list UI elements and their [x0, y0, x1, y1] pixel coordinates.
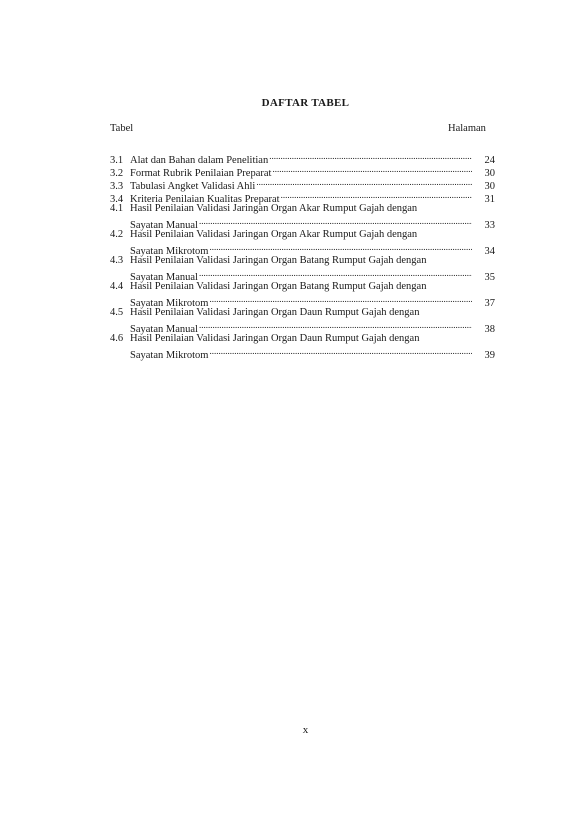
toc-entry-line — [110, 176, 495, 192]
dot-leader — [209, 345, 472, 358]
toc-entry-number: 3.3 — [110, 181, 124, 192]
toc-entry-line — [110, 293, 495, 309]
toc-entry-number: 3.2 — [110, 168, 124, 179]
toc-entry[interactable] — [110, 202, 495, 231]
toc-entry-title: Format Rubrik Penilaian Preparat — [130, 168, 272, 179]
toc-entry-line — [110, 280, 495, 293]
toc-entry[interactable] — [110, 254, 495, 283]
toc-entry-page: 35 — [484, 272, 495, 283]
toc-entry-line — [110, 241, 495, 257]
table-of-contents — [110, 150, 495, 361]
toc-entry-title: Sayatan Mikrotom — [130, 350, 209, 361]
toc-entry-line — [110, 163, 495, 179]
toc-entry-page: 39 — [484, 350, 495, 361]
toc-entry-number: 4.5 — [110, 307, 124, 318]
toc-entry-page: 33 — [484, 220, 495, 231]
toc-entry-line — [110, 189, 495, 205]
toc-entry-number: 4.6 — [110, 333, 124, 344]
toc-entry-line — [110, 254, 495, 267]
toc-entry-number: 4.1 — [110, 203, 124, 214]
toc-entry[interactable] — [110, 176, 495, 192]
toc-entry-page: 34 — [484, 246, 495, 257]
toc-entry-title: Kriteria Penilaian Kualitas Preparat — [130, 194, 280, 205]
toc-entry-title: Hasil Penilaian Validasi Jaringan Organ Batang Rumput Gajah dengan — [130, 281, 427, 292]
toc-entry-line — [110, 228, 495, 241]
column-header-table: Tabel — [110, 123, 134, 134]
toc-entry[interactable] — [110, 280, 495, 309]
toc-entry-title: Alat dan Bahan dalam Penelitian — [130, 155, 269, 166]
toc-entry[interactable] — [110, 189, 495, 205]
toc-entry-title: Sayatan Manual — [130, 324, 198, 335]
toc-entry-title: Hasil Penilaian Validasi Jaringan Organ Daun Rumput Gajah dengan — [130, 307, 420, 318]
toc-entry-title: Hasil Penilaian Validasi Jaringan Organ Akar Rumput Gajah dengan — [130, 229, 418, 240]
toc-entry-line — [110, 306, 495, 319]
toc-entry-line — [110, 332, 495, 345]
toc-entry-page: 31 — [484, 194, 495, 205]
toc-entry[interactable] — [110, 332, 495, 361]
dot-leader — [199, 215, 472, 228]
toc-entry-page: 30 — [484, 181, 495, 192]
toc-entry-page: 30 — [484, 168, 495, 179]
toc-entry-page: 38 — [484, 324, 495, 335]
dot-leader — [209, 241, 472, 254]
toc-entry[interactable] — [110, 163, 495, 179]
column-header-page: Halaman — [448, 123, 486, 134]
toc-entry[interactable] — [110, 228, 495, 257]
dot-leader — [269, 150, 472, 163]
toc-entry-title: Sayatan Manual — [130, 272, 198, 283]
toc-entry-line — [110, 150, 495, 166]
toc-entry-title: Hasil Penilaian Validasi Jaringan Organ Daun Rumput Gajah dengan — [130, 333, 420, 344]
dot-leader — [199, 267, 472, 280]
dot-leader — [199, 319, 472, 332]
page-title: DAFTAR TABEL — [261, 97, 350, 109]
toc-entry-number: 3.1 — [110, 155, 124, 166]
toc-entry-line — [110, 267, 495, 283]
toc-entry-number: 4.4 — [110, 281, 124, 292]
toc-entry-title: Sayatan Mikrotom — [130, 298, 209, 309]
toc-entry-line — [110, 319, 495, 335]
toc-entry-title: Tabulasi Angket Validasi Ahli — [130, 181, 256, 192]
toc-entry-line — [110, 345, 495, 361]
dot-leader — [209, 293, 472, 306]
toc-entry-title: Sayatan Mikrotom — [130, 246, 209, 257]
toc-entry-title: Sayatan Manual — [130, 220, 198, 231]
toc-entry-page: 24 — [484, 155, 495, 166]
toc-entry-line — [110, 202, 495, 215]
dot-leader — [281, 189, 472, 202]
page-number: x — [302, 724, 309, 736]
toc-entry-title: Hasil Penilaian Validasi Jaringan Organ Batang Rumput Gajah dengan — [130, 255, 427, 266]
toc-entry[interactable] — [110, 306, 495, 335]
toc-entry-number: 4.2 — [110, 229, 124, 240]
toc-entry-page: 37 — [484, 298, 495, 309]
dot-leader — [272, 163, 472, 176]
toc-entry-line — [110, 215, 495, 231]
dot-leader — [256, 176, 472, 189]
toc-entry-number: 4.3 — [110, 255, 124, 266]
toc-entry[interactable] — [110, 150, 495, 166]
toc-entry-number: 3.4 — [110, 194, 124, 205]
toc-entry-title: Hasil Penilaian Validasi Jaringan Organ Akar Rumput Gajah dengan — [130, 203, 418, 214]
